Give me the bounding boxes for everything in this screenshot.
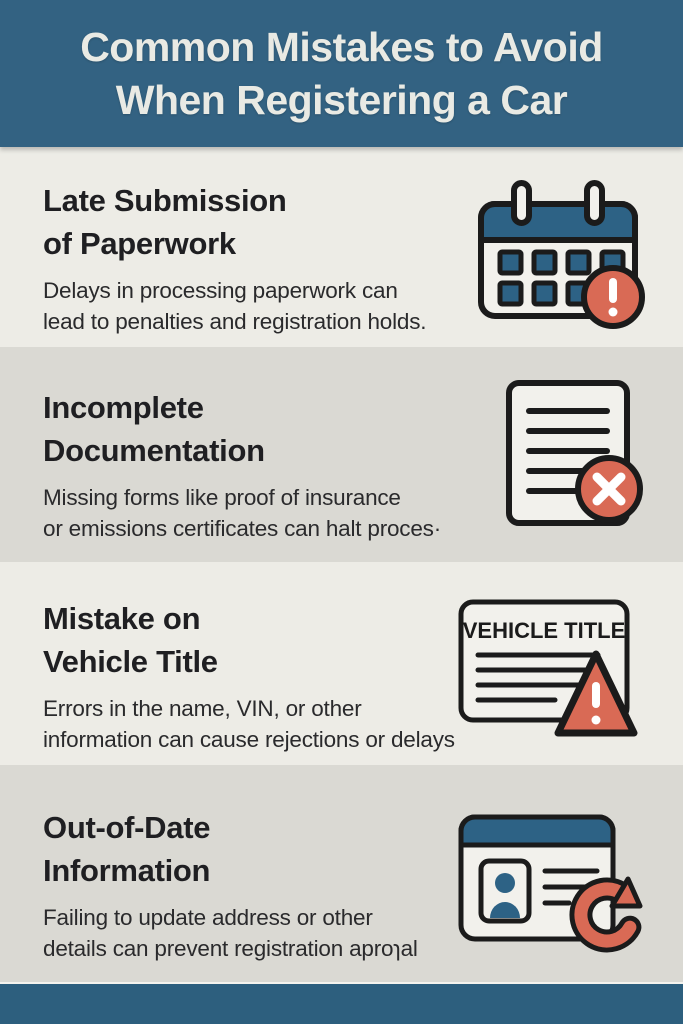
page-title-line-1: Common Mistakes to Avoid (80, 24, 603, 71)
section-heading (43, 180, 455, 266)
description-line: Errors in the name, VIN, or other (43, 695, 362, 721)
heading-line: of Paperwork (43, 225, 236, 261)
description-line: information can cause rejections or delays (43, 727, 455, 753)
heading-line: Vehicle Title (43, 643, 218, 679)
description-line: or emissions certificates can halt proces· (43, 516, 442, 542)
page-title (80, 21, 603, 125)
section-late-submission (0, 147, 683, 347)
calendar-alert-icon (475, 180, 647, 330)
heading-line: Late Submission (43, 183, 287, 218)
section-mistake-vehicle-title (0, 562, 683, 765)
description-line: Failing to update address or other (43, 904, 373, 930)
heading-line: Documentation (43, 432, 265, 468)
section-out-of-date-information (0, 765, 683, 982)
page-title-line-2: When Registering a Car (115, 76, 568, 123)
id-card-refresh-icon (457, 813, 647, 963)
description-line: details can prevent registration aproɿal (43, 936, 418, 962)
section-heading (43, 598, 455, 684)
section-icon-area (455, 813, 647, 982)
section-heading (43, 387, 455, 473)
section-description (43, 693, 455, 757)
heading-line: Information (43, 852, 211, 888)
document-x-icon (497, 379, 647, 529)
section-description (43, 275, 455, 339)
vehicle-title-label: VEHICLE TITLE (462, 618, 626, 643)
heading-line: Mistake on (43, 601, 201, 636)
section-icon-area (455, 594, 647, 765)
section-icon-area (455, 379, 647, 562)
section-description (43, 482, 455, 546)
vehicle-title-warning-icon (457, 594, 647, 744)
footer-bar (0, 982, 683, 1024)
header (0, 0, 683, 147)
section-incomplete-documentation (0, 347, 683, 562)
heading-line: Incomplete (43, 390, 204, 425)
section-icon-area (455, 180, 647, 347)
description-line: Delays in processing paperwork can (43, 277, 398, 303)
section-heading (43, 807, 455, 893)
description-line: Missing forms like proof of insurance (43, 484, 401, 510)
section-description (43, 902, 455, 966)
description-line: lead to penalties and registration holds. (43, 309, 427, 335)
heading-line: Out-of-Date (43, 810, 211, 845)
